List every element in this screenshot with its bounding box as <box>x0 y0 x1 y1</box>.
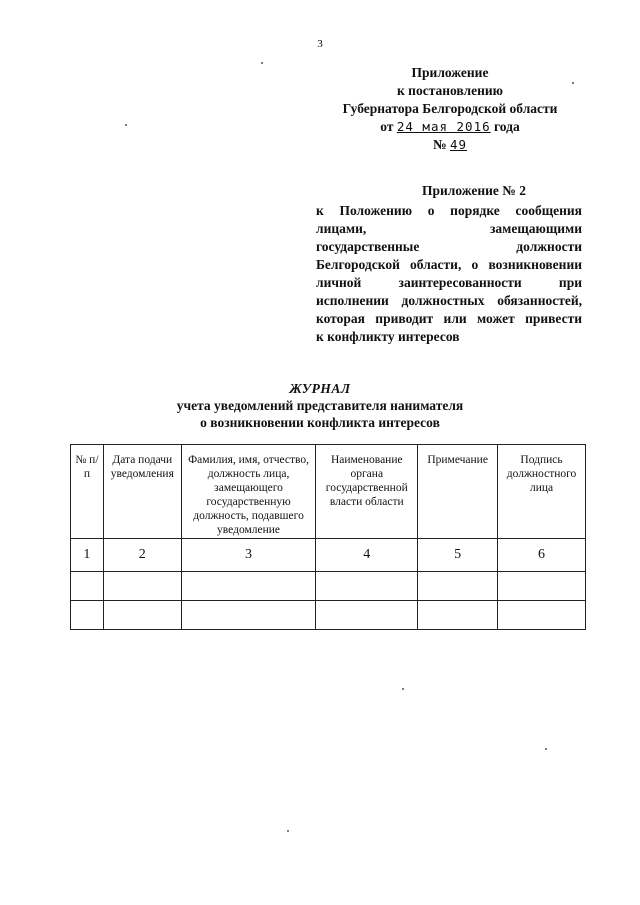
appendix-header <box>330 64 570 154</box>
journal-title-block <box>0 380 640 431</box>
header-cell-note: Примечание <box>418 445 498 539</box>
empty-cell <box>71 601 104 630</box>
header-cell-person: Фамилия, имя, отчество, должность лица, замещающего государственную должность, подавшего уведомление <box>181 445 316 539</box>
empty-row <box>71 601 586 630</box>
empty-cell <box>418 572 498 601</box>
empty-cell <box>498 572 586 601</box>
appendix2-line: лицами, замещающими <box>316 221 582 236</box>
empty-cell <box>181 601 316 630</box>
appendix2-line: государственные должности <box>316 239 582 254</box>
date-suffix: года <box>494 119 520 134</box>
empty-cell <box>103 601 181 630</box>
journal-heading: ЖУРНАЛ <box>289 381 351 396</box>
appendix2-title: Приложение № 2 <box>422 183 526 198</box>
number-prefix: № <box>432 137 447 152</box>
appendix-line2: к постановлению <box>397 83 503 98</box>
header-cell-number: № п/п <box>71 445 104 539</box>
empty-cell <box>181 572 316 601</box>
empty-cell <box>103 572 181 601</box>
column-number: 1 <box>71 539 104 572</box>
journal-subtitle-1: учета уведомлений представителя нанимателя <box>176 398 464 413</box>
appendix-line3: Губернатора Белгородской области <box>342 101 558 116</box>
page-number: 3 <box>317 38 323 50</box>
appendix-number-line <box>330 136 570 154</box>
appendix2-line: личной заинтересованности при <box>316 275 582 290</box>
appendix-date-line <box>330 118 570 136</box>
empty-row <box>71 572 586 601</box>
appendix2-line: Белгородской области, о возникновении <box>316 257 582 272</box>
empty-cell <box>498 601 586 630</box>
appendix2-line: к Положению о порядке сообщения <box>316 203 582 218</box>
appendix2-line: к конфликту интересов <box>316 329 460 344</box>
column-number: 2 <box>103 539 181 572</box>
appendix2-block <box>316 182 582 346</box>
appendix2-line: которая приводит или может привести <box>316 311 582 326</box>
date-value: 24 мая 2016 <box>396 119 491 134</box>
empty-cell <box>418 601 498 630</box>
header-cell-signature: Подпись должностного лица <box>498 445 586 539</box>
table-header-row <box>71 445 586 539</box>
column-number: 3 <box>181 539 316 572</box>
number-value: 49 <box>449 137 467 152</box>
header-cell-authority: Наименование органа государственной власти области <box>316 445 418 539</box>
empty-cell <box>316 601 418 630</box>
column-number: 5 <box>418 539 498 572</box>
journal-subtitle-2: о возникновении конфликта интересов <box>200 415 440 430</box>
empty-cell <box>316 572 418 601</box>
appendix2-line: исполнении должностных обязанностей, <box>316 293 582 308</box>
empty-cell <box>71 572 104 601</box>
journal-table <box>70 444 586 630</box>
column-number: 6 <box>498 539 586 572</box>
appendix-title: Приложение <box>411 65 489 80</box>
header-cell-date: Дата подачи уведомления <box>103 445 181 539</box>
date-prefix: от <box>380 119 394 134</box>
column-number: 4 <box>316 539 418 572</box>
column-number-row <box>71 539 586 572</box>
